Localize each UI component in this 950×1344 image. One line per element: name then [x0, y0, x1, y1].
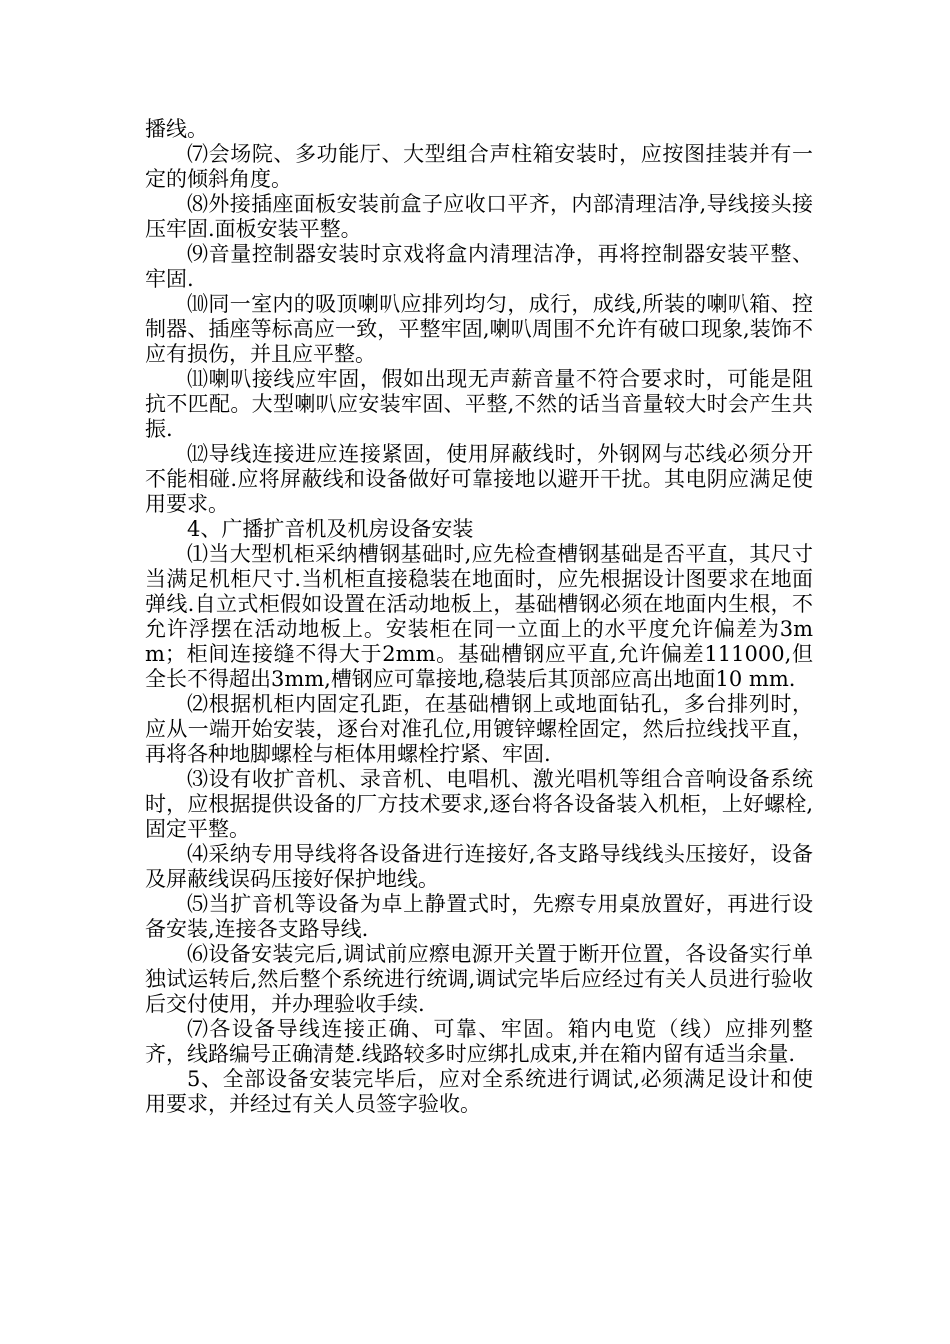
section-heading: 5、全部设备安装完毕后，应对全系统进行调试,必须满足设计和使用要求，并经过有关人员签字验收。	[145, 1067, 813, 1116]
paragraph: ⑼音量控制器安装时京戏将盒内清理洁净，再将控制器安装平整、牢固.	[145, 242, 813, 291]
paragraph: ⑷采纳专用导线将各设备进行连接好,各支路导线线头压接好，设备及屏蔽线误码压接好保护地线。	[145, 842, 813, 891]
paragraph: ⑵根据机柜内固定孔距，在基础槽钢上或地面钻孔，多台排列时，应从一端开始安装，逐台对准孔位,用镀锌螺栓固定，然后拉线找平直，再将各种地脚螺栓与柜体用螺栓拧紧、牢固.	[145, 692, 813, 766]
paragraph: ⑻外接插座面板安装前盒子应收口平齐，内部清理洁净,导线接头接压牢固.面板安装平整。	[145, 192, 813, 241]
section-heading: 4、广播扩音机及机房设备安装	[187, 517, 474, 541]
document-page	[145, 117, 813, 1117]
paragraph: ⑹设备安装完后,调试前应瘵电源开关置于断开位置，各设备实行单独试运转后,然后整个系统进行统调,调试完毕后应经过有关人员进行验收后交付使用，并办理验收手续.	[145, 942, 813, 1016]
paragraph: ⑴当大型机柜采纳槽钢基础时,应先检查槽钢基础是否平直，其尺寸当满足机柜尺寸.当机柜直接稳装在地面时，应先根据设计图要求在地面弹线.自立式柜假如设置在活动地板上，基础槽钢必须在地面内生根，不允许浮摆在活动地板上。安装柜在同一立面上的水平度允许偏差为3mm；柜间连接缝不得大于2mm。基础槽钢应平直,允许偏差111000,但全长不得超出3mm,槽钢应可靠接地,稳装后其顶部应高出地面10 mm.	[145, 542, 813, 691]
paragraph: ⑶设有收扩音机、录音机、电唱机、激光唱机等组合音响设备系统时，应根据提供设备的厂方技术要求,逐台将各设备装入机柜，上好螺栓,固定平整。	[145, 767, 813, 841]
paragraph: ⑽同一室内的吸顶喇叭应排列均匀，成行，成线,所装的喇叭箱、控制器、插座等标高应一致，平整牢固,喇叭周围不允许有破口现象,装饰不应有损伤，并且应平整。	[145, 292, 813, 366]
paragraph: ⑺各设备导线连接正确、可靠、牢固。箱内电览（线）应排列整齐，线路编号正确清楚.线路较多时应绑扎成束,并在箱内留有适当余量.	[145, 1017, 813, 1066]
paragraph: ⑿导线连接进应连接紧固，使用屏蔽线时，外钢网与芯线必须分开不能相碰.应将屏蔽线和设备做好可靠接地以避开干扰。其电阴应满足使用要求。	[145, 442, 813, 516]
paragraph: ⑺会场院、多功能厅、大型组合声柱箱安装时，应按图挂装并有一定的倾斜角度。	[145, 142, 813, 191]
paragraph: ⑾喇叭接线应牢固，假如出现无声薪音量不符合要求时，可能是阻抗不匹配。大型喇叭应安装牢固、平整,不然的话当音量较大时会产生共振.	[145, 367, 813, 441]
paragraph: 播线。	[145, 117, 208, 141]
paragraph: ⑸当扩音机等设备为卓上静置式时，先瘵专用桌放置好，再进行设备安装,连接各支路导线.	[145, 892, 813, 941]
